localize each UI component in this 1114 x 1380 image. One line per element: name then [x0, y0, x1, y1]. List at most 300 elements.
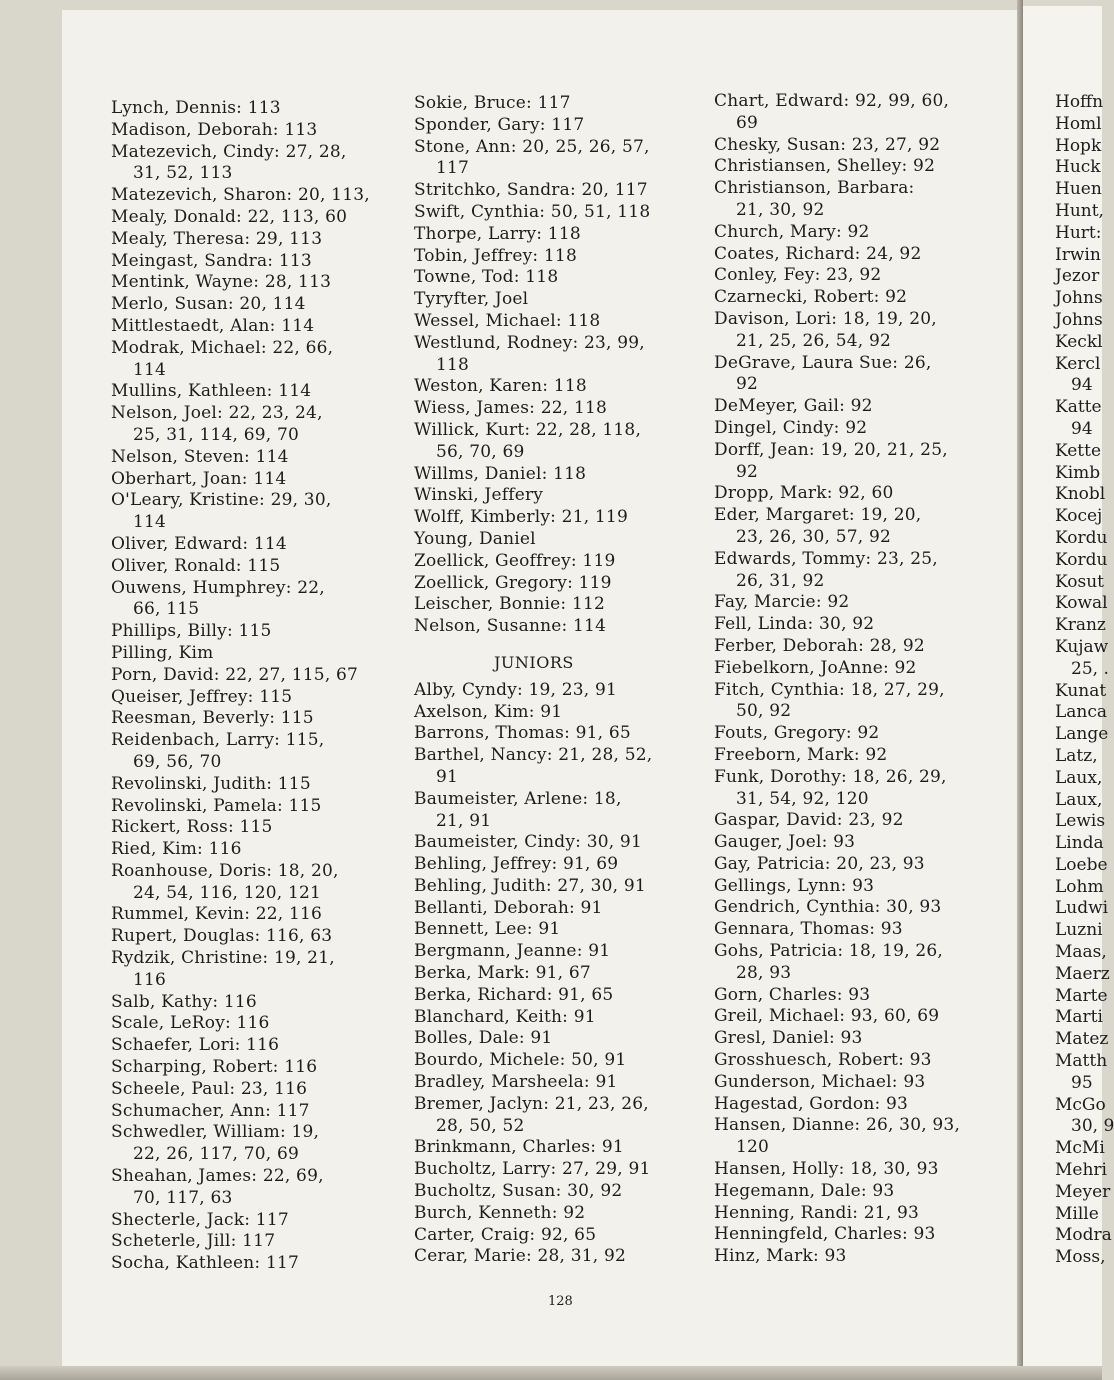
index-entry	[111, 578, 401, 622]
entry-name: Wolff, Kimberly: 21, 119	[414, 507, 628, 528]
entry-name: Hinz, Mark: 93	[714, 1246, 847, 1267]
entry-name: Brinkmann, Charles: 91	[414, 1137, 624, 1158]
index-entry	[111, 665, 401, 687]
entry-name: Shecterle, Jack: 117	[111, 1209, 289, 1230]
index-entry	[414, 267, 704, 289]
clipped-entry: Keckl	[1055, 331, 1103, 352]
entry-continuation: 25, 31, 114, 69, 70	[133, 424, 300, 445]
entry-continuation: 31, 52, 113	[133, 163, 233, 184]
index-entry	[714, 1006, 1004, 1028]
index-entry	[414, 202, 704, 224]
entry-name: Oberhart, Joan: 114	[111, 468, 287, 489]
entry-name: Hagestad, Gordon: 93	[714, 1093, 909, 1114]
index-entry	[414, 616, 704, 638]
index-entry	[414, 224, 704, 246]
index-entry	[714, 1159, 1004, 1181]
entry-name: Pilling, Kim	[111, 642, 214, 663]
entry-name: Baumeister, Cindy: 30, 91	[414, 832, 642, 853]
entry-name: Scharping, Robert: 116	[111, 1057, 318, 1078]
entry-name: Bergmann, Jeanne: 91	[414, 941, 611, 962]
index-entry	[111, 251, 401, 273]
index-entry	[714, 1072, 1004, 1094]
index-entry	[414, 137, 704, 181]
entry-continuation: 120	[736, 1137, 770, 1158]
entry-continuation: 114	[133, 359, 167, 380]
index-entry	[414, 854, 704, 876]
entry-name: Stritchko, Sandra: 20, 117	[414, 180, 648, 201]
index-entry	[714, 1050, 1004, 1072]
index-entry	[111, 142, 401, 186]
entry-name: Eder, Margaret: 19, 20,	[714, 505, 922, 526]
clipped-entry: Luzni	[1055, 920, 1103, 941]
entry-name: Wiess, James: 22, 118	[414, 398, 608, 419]
index-entry	[414, 115, 704, 137]
entry-name: Ferber, Deborah: 28, 92	[714, 635, 925, 656]
index-entry	[111, 1210, 401, 1232]
index-column-3	[714, 91, 1004, 1268]
index-entry	[714, 1028, 1004, 1050]
index-entry	[111, 621, 401, 643]
index-entry	[414, 420, 704, 464]
index-entry	[414, 1050, 704, 1072]
clipped-entry: Ludwi	[1055, 898, 1109, 919]
index-entry	[111, 1035, 401, 1057]
index-entry	[414, 398, 704, 420]
index-entry	[714, 680, 1004, 724]
entry-name: Gresl, Daniel: 93	[714, 1028, 863, 1049]
entry-name: Carter, Craig: 92, 65	[414, 1224, 597, 1245]
index-entry	[111, 534, 401, 556]
index-entry	[714, 832, 1004, 854]
entry-name: Gellings, Lynn: 93	[714, 875, 875, 896]
entry-name: Barrons, Thomas: 91, 65	[414, 723, 631, 744]
entry-name: Sheahan, James: 22, 69,	[111, 1166, 324, 1187]
index-entry	[111, 1231, 401, 1253]
entry-name: Bradley, Marsheela: 91	[414, 1072, 618, 1093]
index-entry	[714, 1094, 1004, 1116]
entry-continuation: 28, 50, 52	[436, 1115, 525, 1136]
index-entry	[714, 287, 1004, 309]
index-entry	[111, 992, 401, 1014]
index-entry	[714, 723, 1004, 745]
entry-name: Hansen, Holly: 18, 30, 93	[714, 1159, 939, 1180]
entry-name: Chart, Edward: 92, 99, 60,	[714, 91, 950, 111]
entry-name: DeMeyer, Gail: 92	[714, 396, 873, 417]
index-entry	[714, 91, 1004, 135]
index-entry	[111, 381, 401, 403]
clipped-entry: 30, 9	[1071, 1116, 1114, 1137]
clipped-entry: Kordu	[1055, 549, 1108, 570]
entry-name: Bucholtz, Susan: 30, 92	[414, 1181, 623, 1202]
index-entry	[111, 338, 401, 382]
index-entry	[414, 289, 704, 311]
clipped-entry: Lohm	[1055, 876, 1104, 897]
index-entry	[111, 904, 401, 926]
clipped-entry: Meyer	[1055, 1181, 1111, 1202]
entry-name: Church, Mary: 92	[714, 221, 870, 242]
entry-continuation: 23, 26, 30, 57, 92	[736, 526, 891, 547]
index-entry	[714, 244, 1004, 266]
clipped-entry: Matth	[1055, 1051, 1108, 1072]
entry-continuation: 116	[133, 969, 167, 990]
entry-continuation: 31, 54, 92, 120	[736, 788, 869, 809]
index-entry	[714, 222, 1004, 244]
entry-name: Swift, Cynthia: 50, 51, 118	[414, 201, 651, 222]
index-entry	[714, 767, 1004, 811]
entry-name: Sponder, Gary: 117	[414, 114, 585, 135]
entry-name: Gauger, Joel: 93	[714, 832, 856, 853]
entry-name: Fay, Marcie: 92	[714, 592, 850, 613]
index-entry	[714, 1203, 1004, 1225]
index-entry	[111, 469, 401, 491]
entry-name: Henning, Randi: 21, 93	[714, 1202, 920, 1223]
index-entry	[714, 854, 1004, 876]
entry-name: Conley, Fey: 23, 92	[714, 265, 882, 286]
entry-name: Roanhouse, Doris: 18, 20,	[111, 860, 339, 881]
index-entry	[714, 505, 1004, 549]
entry-continuation: 21, 91	[436, 810, 492, 831]
index-entry	[714, 636, 1004, 658]
entry-name: Rydzik, Christine: 19, 21,	[111, 948, 335, 969]
index-entry	[414, 529, 704, 551]
clipped-entry: Moss,	[1055, 1247, 1106, 1268]
entry-name: Rupert, Douglas: 116, 63	[111, 926, 333, 947]
entry-name: Scheele, Paul: 23, 116	[111, 1078, 308, 1099]
juniors-heading: JUNIORS	[494, 652, 574, 672]
clipped-entry: Kocej	[1055, 506, 1103, 527]
entry-name: Fitch, Cynthia: 18, 27, 29,	[714, 679, 945, 700]
entry-name: Axelson, Kim: 91	[414, 701, 563, 722]
entry-name: Matezevich, Sharon: 20, 113,	[111, 185, 370, 206]
index-entry	[111, 730, 401, 774]
index-entry	[414, 485, 704, 507]
entry-name: Rummel, Kevin: 22, 116	[111, 904, 323, 925]
entry-name: Revolinski, Pamela: 115	[111, 795, 322, 816]
clipped-entry: Kosut	[1055, 571, 1104, 592]
page-edge-shadow	[0, 1366, 1102, 1380]
entry-name: Christiansen, Shelley: 92	[714, 156, 936, 177]
index-entry	[111, 861, 401, 905]
entry-name: Freeborn, Mark: 92	[714, 744, 888, 765]
index-entry	[111, 98, 401, 120]
index-entry	[714, 396, 1004, 418]
entry-name: Modrak, Michael: 22, 66,	[111, 337, 334, 358]
entry-name: Gennara, Thomas: 93	[714, 919, 903, 940]
index-entry	[714, 614, 1004, 636]
entry-name: Mullins, Kathleen: 114	[111, 381, 312, 402]
index-entry	[714, 876, 1004, 898]
clipped-entry: Matez	[1055, 1029, 1109, 1050]
clipped-entry: Kimb	[1055, 462, 1101, 483]
clipped-entry: Lewis	[1055, 811, 1106, 832]
entry-name: Burch, Kenneth: 92	[414, 1202, 586, 1223]
clipped-entry: Hurt:	[1055, 222, 1102, 243]
entry-name: Nelson, Joel: 22, 23, 24,	[111, 403, 323, 424]
clipped-entry: Laux,	[1055, 767, 1103, 788]
index-entry	[714, 135, 1004, 157]
index-entry	[111, 774, 401, 796]
index-entry	[714, 1181, 1004, 1203]
index-entry	[111, 1079, 401, 1101]
entry-name: Gorn, Charles: 93	[714, 984, 871, 1005]
entry-name: Mentink, Wayne: 28, 113	[111, 272, 332, 293]
entry-name: Blanchard, Keith: 91	[414, 1006, 596, 1027]
entry-name: Grosshuesch, Robert: 93	[714, 1050, 932, 1071]
index-entry	[414, 876, 704, 898]
clipped-entry: Lange	[1055, 724, 1109, 745]
index-entry	[414, 898, 704, 920]
entry-name: Greil, Michael: 93, 60, 69	[714, 1006, 940, 1027]
clipped-entry: Maerz	[1055, 963, 1110, 984]
entry-name: Lynch, Dennis: 113	[111, 98, 281, 118]
clipped-entry: Knobl	[1055, 484, 1106, 505]
entry-name: Meingast, Sandra: 113	[111, 250, 312, 271]
entry-continuation: 56, 70, 69	[436, 441, 525, 462]
index-entry	[714, 658, 1004, 680]
index-entry	[414, 376, 704, 398]
clipped-entry: Kowal	[1055, 593, 1108, 614]
index-entry	[714, 1224, 1004, 1246]
entry-name: Behling, Jeffrey: 91, 69	[414, 854, 619, 875]
clipped-entry: Huck	[1055, 157, 1101, 178]
clipped-entry: Kordu	[1055, 527, 1108, 548]
entry-name: Reesman, Beverly: 115	[111, 708, 314, 729]
entry-name: Leischer, Bonnie: 112	[414, 594, 606, 615]
index-entry	[414, 1203, 704, 1225]
entry-name: Czarnecki, Robert: 92	[714, 287, 908, 308]
entry-continuation: 117	[436, 158, 470, 179]
index-entry	[714, 1115, 1004, 1159]
entry-name: Schaefer, Lori: 116	[111, 1035, 280, 1056]
index-entry	[414, 311, 704, 333]
entry-name: Mittlestaedt, Alan: 114	[111, 315, 315, 336]
entry-name: Hegemann, Dale: 93	[714, 1180, 895, 1201]
entry-name: Coates, Richard: 24, 92	[714, 243, 922, 264]
index-entry	[414, 702, 704, 724]
clipped-entry: Homl	[1055, 113, 1102, 134]
entry-continuation: 28, 93	[736, 962, 792, 983]
index-entry	[414, 1246, 704, 1268]
clipped-entry: Irwin	[1055, 244, 1101, 265]
index-entry	[714, 1246, 1004, 1268]
index-entry	[714, 810, 1004, 832]
index-entry	[414, 832, 704, 854]
entry-name: Dingel, Cindy: 92	[714, 417, 868, 438]
index-entry	[111, 643, 401, 665]
entry-name: Behling, Judith: 27, 30, 91	[414, 875, 646, 896]
entry-name: Tyryfter, Joel	[414, 289, 529, 310]
index-entry	[111, 272, 401, 294]
index-column-1	[111, 98, 401, 1275]
clipped-entry: Lanca	[1055, 702, 1108, 723]
entry-name: Salb, Kathy: 116	[111, 991, 257, 1012]
entry-name: Schumacher, Ann: 117	[111, 1100, 310, 1121]
entry-continuation: 69, 56, 70	[133, 751, 222, 772]
entry-name: Young, Daniel	[414, 528, 536, 549]
index-entry	[714, 919, 1004, 941]
index-column-4	[1055, 92, 1114, 1269]
clipped-entry: McGo	[1055, 1094, 1106, 1115]
index-entry	[714, 418, 1004, 440]
index-entry	[111, 708, 401, 730]
index-entry	[414, 1225, 704, 1247]
index-entry	[714, 549, 1004, 593]
entry-name: Henningfeld, Charles: 93	[714, 1224, 936, 1245]
index-entry	[111, 229, 401, 251]
index-entry	[111, 926, 401, 948]
clipped-entry: Marte	[1055, 985, 1108, 1006]
entry-name: Winski, Jeffery	[414, 485, 544, 506]
index-entry	[414, 745, 704, 789]
entry-name: Barthel, Nancy: 21, 28, 52,	[414, 745, 653, 766]
index-entry	[111, 839, 401, 861]
clipped-entry: Linda	[1055, 833, 1104, 854]
clipped-entry: Kercl	[1055, 353, 1101, 374]
entry-name: Stone, Ann: 20, 25, 26, 57,	[414, 136, 650, 157]
index-entry	[111, 490, 401, 534]
entry-name: Alby, Cyndy: 19, 23, 91	[414, 679, 618, 700]
index-entry	[414, 246, 704, 268]
index-entry	[714, 265, 1004, 287]
entry-name: Berka, Richard: 91, 65	[414, 984, 614, 1005]
entry-name: Willick, Kurt: 22, 28, 118,	[414, 419, 642, 440]
entry-name: Queiser, Jeffrey: 115	[111, 686, 293, 707]
entry-name: Berka, Mark: 91, 67	[414, 963, 591, 984]
index-entry	[414, 1072, 704, 1094]
entry-name: Nelson, Steven: 114	[111, 446, 289, 467]
entry-name: Wessel, Michael: 118	[414, 310, 601, 331]
entry-name: Socha, Kathleen: 117	[111, 1253, 299, 1274]
entry-name: Weston, Karen: 118	[414, 376, 587, 397]
entry-name: Scale, LeRoy: 116	[111, 1013, 270, 1034]
index-entry	[111, 1057, 401, 1079]
entry-name: Funk, Dorothy: 18, 26, 29,	[714, 766, 947, 787]
index-entry	[111, 556, 401, 578]
index-entry	[714, 897, 1004, 919]
index-entry	[414, 93, 704, 115]
entry-name: Willms, Daniel: 118	[414, 463, 587, 484]
clipped-entry: Hunt,	[1055, 200, 1104, 221]
clipped-entry: Hopk	[1055, 135, 1102, 156]
index-entry	[111, 1013, 401, 1035]
entry-name: Matezevich, Cindy: 27, 28,	[111, 141, 347, 162]
clipped-entry: Maas,	[1055, 942, 1107, 963]
entry-name: Gay, Patricia: 20, 23, 93	[714, 853, 925, 874]
index-entry	[414, 941, 704, 963]
entry-name: Mealy, Donald: 22, 113, 60	[111, 206, 348, 227]
entry-name: Fell, Linda: 30, 92	[714, 614, 875, 635]
index-column-2	[414, 93, 704, 1268]
index-entry	[111, 316, 401, 338]
entry-name: DeGrave, Laura Sue: 26,	[714, 352, 932, 373]
entry-name: Revolinski, Judith: 115	[111, 773, 311, 794]
entry-name: Gohs, Patricia: 18, 19, 26,	[714, 941, 944, 962]
clipped-entry: Marti	[1055, 1007, 1103, 1028]
index-entry	[414, 1137, 704, 1159]
entry-name: Nelson, Susanne: 114	[414, 616, 607, 637]
clipped-entry: Katte	[1055, 397, 1102, 418]
clipped-entry: 25, .	[1071, 658, 1109, 679]
index-entry	[414, 1094, 704, 1138]
clipped-entry: Johns	[1055, 309, 1103, 330]
page-number: 128	[548, 1294, 573, 1309]
entry-name: Reidenbach, Larry: 115,	[111, 730, 325, 751]
entry-name: Madison, Deborah: 113	[111, 119, 318, 140]
index-entry	[714, 156, 1004, 178]
clipped-entry: Kujaw	[1055, 636, 1109, 657]
clipped-entry: McMi	[1055, 1138, 1105, 1159]
entry-name: Edwards, Tommy: 23, 25,	[714, 548, 938, 569]
entry-name: Bremer, Jaclyn: 21, 23, 26,	[414, 1093, 649, 1114]
index-entry	[414, 594, 704, 616]
index-entry	[414, 507, 704, 529]
entry-name: Towne, Tod: 118	[414, 267, 559, 288]
entry-continuation: 66, 115	[133, 599, 200, 620]
index-entry	[414, 985, 704, 1007]
entry-name: Thorpe, Larry: 118	[414, 223, 581, 244]
entry-name: Schwedler, William: 19,	[111, 1122, 320, 1143]
index-entry	[111, 185, 401, 207]
entry-name: Merlo, Susan: 20, 114	[111, 294, 306, 315]
entry-name: Christianson, Barbara:	[714, 178, 915, 199]
entry-continuation: 92	[736, 461, 759, 482]
index-entry	[414, 333, 704, 377]
entry-name: Chesky, Susan: 23, 27, 92	[714, 134, 941, 155]
index-entry	[111, 1101, 401, 1123]
entry-name: Sokie, Bruce: 117	[414, 93, 571, 113]
index-entry	[111, 796, 401, 818]
entry-continuation: 22, 26, 117, 70, 69	[133, 1144, 300, 1165]
clipped-entry: 94	[1071, 418, 1093, 439]
entry-name: Oliver, Edward: 114	[111, 533, 287, 554]
index-entry	[414, 180, 704, 202]
entry-name: Gunderson, Michael: 93	[714, 1071, 926, 1092]
entry-name: Davison, Lori: 18, 19, 20,	[714, 308, 937, 329]
entry-name: Gendrich, Cynthia: 30, 93	[714, 897, 942, 918]
index-entry	[714, 483, 1004, 505]
index-entry	[414, 1181, 704, 1203]
entry-continuation: 21, 30, 92	[736, 199, 825, 220]
clipped-entry: Mille	[1055, 1203, 1099, 1224]
index-entry	[111, 120, 401, 142]
entry-continuation: 50, 92	[736, 701, 792, 722]
entry-name: Cerar, Marie: 28, 31, 92	[414, 1246, 627, 1267]
index-entry	[714, 745, 1004, 767]
entry-continuation: 92	[736, 374, 759, 395]
entry-name: Bourdo, Michele: 50, 91	[414, 1050, 627, 1071]
index-entry	[714, 941, 1004, 985]
index-entry	[414, 789, 704, 833]
entry-name: Oliver, Ronald: 115	[111, 555, 281, 576]
entry-name: Baumeister, Arlene: 18,	[414, 788, 622, 809]
index-entry	[714, 592, 1004, 614]
index-entry	[414, 1159, 704, 1181]
entry-name: Bolles, Dale: 91	[414, 1028, 553, 1049]
index-entry	[414, 919, 704, 941]
entry-name: Hansen, Dianne: 26, 30, 93,	[714, 1115, 961, 1136]
entry-continuation: 91	[436, 766, 459, 787]
entry-name: Dorff, Jean: 19, 20, 21, 25,	[714, 439, 948, 460]
entry-name: Fouts, Gregory: 92	[714, 723, 880, 744]
entry-name: Fiebelkorn, JoAnne: 92	[714, 657, 917, 678]
clipped-entry: Johns	[1055, 288, 1103, 309]
index-entry	[111, 817, 401, 839]
index-entry	[414, 573, 704, 595]
entry-name: Gaspar, David: 23, 92	[714, 810, 904, 831]
entry-name: Zoellick, Gregory: 119	[414, 572, 612, 593]
entry-name: Ried, Kim: 116	[111, 839, 242, 860]
entry-name: Tobin, Jeffrey: 118	[414, 245, 577, 266]
